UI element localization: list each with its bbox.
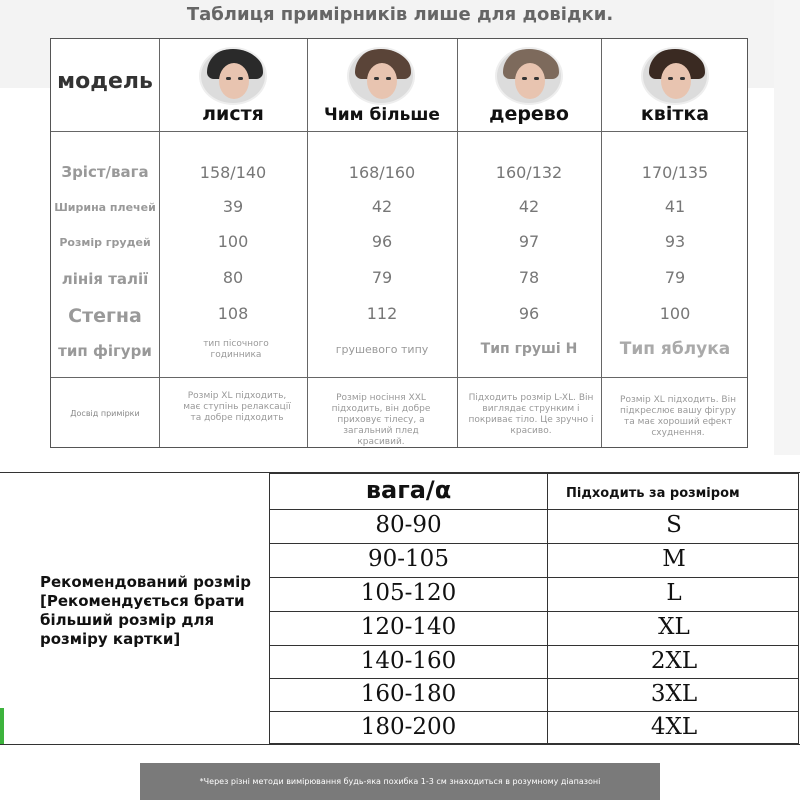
value-bust: 100 xyxy=(217,232,249,251)
value-hips: 96 xyxy=(518,304,540,323)
value-shoulder: 42 xyxy=(371,197,393,216)
value-shoulder: 41 xyxy=(664,197,686,216)
value-bust: 93 xyxy=(664,232,686,251)
avatar-eye xyxy=(226,77,231,80)
value-figure-type: тип пісочного годинника xyxy=(203,339,269,360)
model-measurements-table xyxy=(50,38,748,448)
avatar-eye xyxy=(680,77,685,80)
experience-text: Розмір XL підходить. Він підкреслює вашу фігуру та має хороший ефект схуднення. xyxy=(620,395,736,438)
row-divider xyxy=(51,377,747,378)
value-figure-type: Тип груші Н xyxy=(480,341,578,357)
size-row xyxy=(270,577,798,611)
weight-header: вага/α xyxy=(365,476,452,504)
avatar-face xyxy=(367,63,397,99)
experience-text: Розмір носіння XXL підходить, він добре приховує тілесу, а загальний плед красивий. xyxy=(331,393,431,447)
model-avatar-4 xyxy=(641,47,709,105)
recommended-size-text: Рекомендований розмір [Рекомендується брати більший розмір для розміру картки] xyxy=(40,573,251,648)
model-avatar-3 xyxy=(495,47,563,105)
value-waist: 79 xyxy=(371,268,393,287)
size-row xyxy=(270,543,798,577)
weight-range: 140-160 xyxy=(360,648,457,674)
row-label-waist: лінія талії xyxy=(61,270,149,288)
value-waist: 79 xyxy=(664,268,686,287)
model-name-3: дерево xyxy=(489,103,569,125)
weight-range: 105-120 xyxy=(360,580,457,606)
value-hips: 100 xyxy=(659,304,691,323)
value-bust: 97 xyxy=(518,232,540,251)
size-recommendation-section xyxy=(0,472,800,745)
model-avatar-2 xyxy=(347,47,415,105)
model-header-label: модель xyxy=(57,69,153,94)
model-name-4: квітка xyxy=(640,103,710,125)
avatar-eye xyxy=(374,77,379,80)
size-row xyxy=(270,611,798,645)
value-bust: 96 xyxy=(371,232,393,251)
value-waist: 80 xyxy=(222,268,244,287)
weight-range: 180-200 xyxy=(360,714,457,740)
value-shoulder: 42 xyxy=(518,197,540,216)
size-row xyxy=(270,678,798,712)
row-label-height-weight: Зріст/вага xyxy=(61,163,149,181)
size-row xyxy=(270,509,798,543)
value-height-weight: 168/160 xyxy=(348,163,416,182)
value-figure-type: Тип яблука xyxy=(619,339,731,359)
size-value: 2XL xyxy=(650,648,698,674)
size-row xyxy=(270,711,798,745)
weight-range: 120-140 xyxy=(360,614,457,640)
avatar-face xyxy=(515,63,545,99)
value-hips: 108 xyxy=(217,304,249,323)
value-height-weight: 170/135 xyxy=(641,163,709,182)
avatar-face xyxy=(661,63,691,99)
size-value: L xyxy=(666,580,682,606)
size-value: S xyxy=(666,512,682,538)
value-shoulder: 39 xyxy=(222,197,244,216)
top-right-edge xyxy=(774,0,800,455)
model-avatar-1 xyxy=(199,47,267,105)
row-label-figure-type: тип фігури xyxy=(58,342,152,360)
value-height-weight: 158/140 xyxy=(199,163,267,182)
row-label-shoulder: Ширина плечей xyxy=(54,201,156,214)
weight-range: 80-90 xyxy=(375,512,442,538)
value-figure-type: грушевого типу xyxy=(335,343,429,356)
value-height-weight: 160/132 xyxy=(495,163,563,182)
avatar-eye xyxy=(386,77,391,80)
size-table xyxy=(269,473,799,744)
size-row xyxy=(270,645,798,679)
row-label-experience: Досвід примірки xyxy=(70,409,140,418)
model-name-2: Чим більше xyxy=(324,105,440,125)
model-name-1: листя xyxy=(202,103,264,125)
avatar-eye xyxy=(534,77,539,80)
green-accent-bar xyxy=(0,708,4,744)
size-value: 3XL xyxy=(650,681,698,707)
avatar-eye xyxy=(238,77,243,80)
weight-range: 160-180 xyxy=(360,681,457,707)
measurement-footnote: *Через різні методи вимірювання будь-яка похибка 1-3 см знаходиться в розумному діапазоні xyxy=(140,763,660,800)
size-value: XL xyxy=(658,614,690,640)
avatar-face xyxy=(219,63,249,99)
size-value: M xyxy=(662,546,686,572)
size-section-bottom-line xyxy=(0,744,800,745)
avatar-eye xyxy=(668,77,673,80)
avatar-eye xyxy=(522,77,527,80)
value-waist: 78 xyxy=(518,268,540,287)
value-hips: 112 xyxy=(366,304,398,323)
experience-text: Розмір XL підходить, має ступінь релаксації та добре підходить xyxy=(183,391,291,423)
row-divider xyxy=(51,131,747,132)
row-label-hips: Стегна xyxy=(68,305,142,327)
row-label-bust: Розмір грудей xyxy=(59,236,151,249)
page-title: Таблиця примірників лише для довідки. xyxy=(186,4,614,25)
weight-range: 90-105 xyxy=(368,546,449,572)
fit-header: Підходить за розміром xyxy=(566,486,740,501)
size-value: 4XL xyxy=(650,714,698,740)
experience-text: Підходить розмір L-XL. Він виглядає струнким і покриває тіло. Це зручно і красиво. xyxy=(468,393,594,436)
